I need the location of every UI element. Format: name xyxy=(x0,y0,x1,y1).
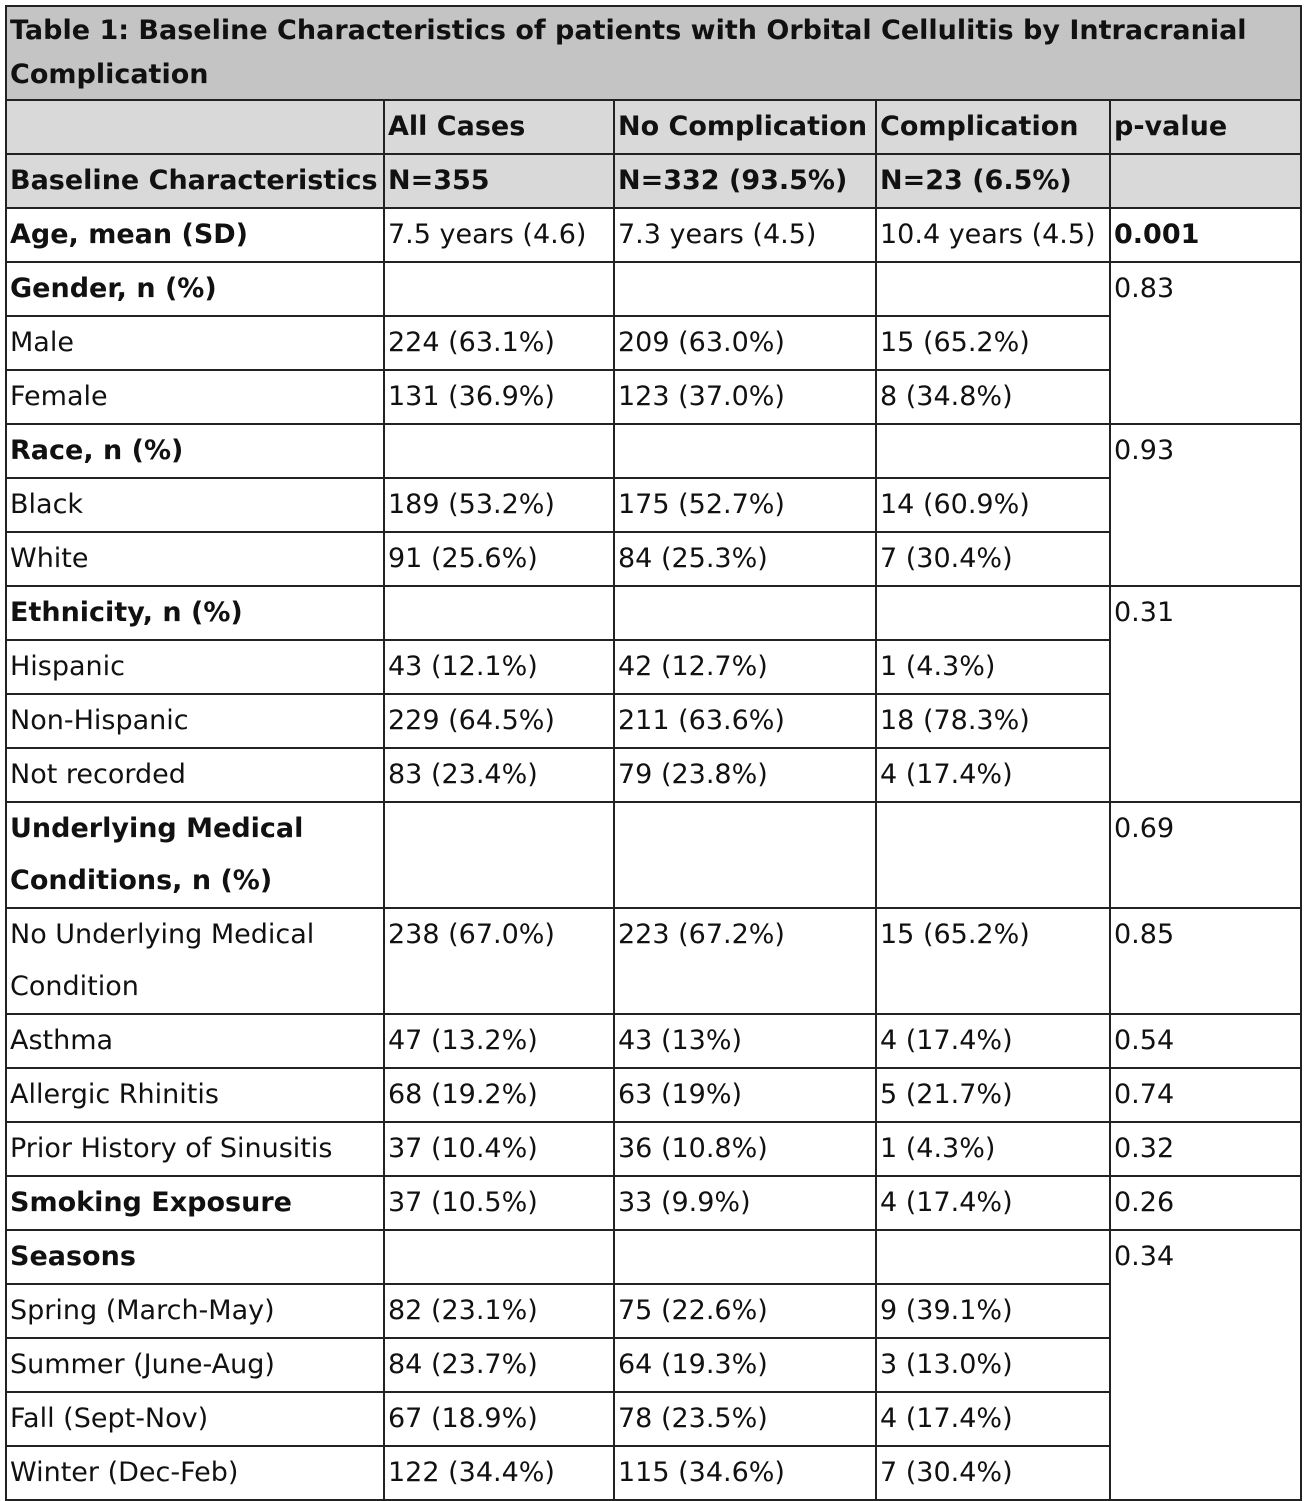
cell-all-cases: 47 (13.2%) xyxy=(384,1014,614,1068)
cell-no-complication: 223 (67.2%) xyxy=(614,908,876,1014)
cell-all-cases: 7.5 years (4.6) xyxy=(384,208,614,262)
cell-complication: 4 (17.4%) xyxy=(876,748,1110,802)
cell-empty xyxy=(614,262,876,316)
table-row xyxy=(6,748,1301,802)
cell-p-value: 0.83 xyxy=(1110,262,1301,424)
cell-all-cases: 83 (23.4%) xyxy=(384,748,614,802)
table-row xyxy=(6,908,1301,1014)
cell-no-complication: 84 (25.3%) xyxy=(614,532,876,586)
cell-empty xyxy=(614,586,876,640)
table-row xyxy=(6,262,1301,316)
section-label: Underlying Medical Conditions, n (%) xyxy=(6,802,384,908)
cell-all-cases: 68 (19.2%) xyxy=(384,1068,614,1122)
cell-all-cases: 224 (63.1%) xyxy=(384,316,614,370)
cell-complication: 7 (30.4%) xyxy=(876,532,1110,586)
cell-complication: 5 (21.7%) xyxy=(876,1068,1110,1122)
table-row xyxy=(6,532,1301,586)
cell-complication: 8 (34.8%) xyxy=(876,370,1110,424)
baseline-characteristics-table-container xyxy=(5,5,1300,1501)
n-all-cases: N=355 xyxy=(384,154,614,208)
cell-all-cases: 238 (67.0%) xyxy=(384,908,614,1014)
cell-p-value: 0.26 xyxy=(1110,1176,1301,1230)
cell-empty xyxy=(614,802,876,908)
cell-no-complication: 211 (63.6%) xyxy=(614,694,876,748)
column-header-blank xyxy=(6,100,384,154)
table-row xyxy=(6,1230,1301,1284)
baseline-characteristics-table xyxy=(5,5,1302,1501)
cell-p-value: 0.31 xyxy=(1110,586,1301,802)
table-row xyxy=(6,424,1301,478)
cell-no-complication: 79 (23.8%) xyxy=(614,748,876,802)
cell-complication: 18 (78.3%) xyxy=(876,694,1110,748)
cell-p-value: 0.69 xyxy=(1110,802,1301,908)
baseline-characteristics-label: Baseline Characteristics xyxy=(6,154,384,208)
cell-complication: 1 (4.3%) xyxy=(876,640,1110,694)
table-title: Table 1: Baseline Characteristics of patients with Orbital Cellulitis by Intracranial Complication xyxy=(6,6,1301,100)
cell-p-value: 0.34 xyxy=(1110,1230,1301,1500)
cell-p-value: 0.32 xyxy=(1110,1122,1301,1176)
table-row xyxy=(6,586,1301,640)
row-label: Hispanic xyxy=(6,640,384,694)
cell-empty xyxy=(384,1230,614,1284)
column-header-row xyxy=(6,100,1301,154)
cell-all-cases: 122 (34.4%) xyxy=(384,1446,614,1500)
row-label: Male xyxy=(6,316,384,370)
cell-no-complication: 175 (52.7%) xyxy=(614,478,876,532)
cell-complication: 10.4 years (4.5) xyxy=(876,208,1110,262)
table-row xyxy=(6,694,1301,748)
row-label: White xyxy=(6,532,384,586)
row-label: Smoking Exposure xyxy=(6,1176,384,1230)
row-label: Female xyxy=(6,370,384,424)
cell-empty xyxy=(876,262,1110,316)
cell-complication: 1 (4.3%) xyxy=(876,1122,1110,1176)
cell-complication: 15 (65.2%) xyxy=(876,908,1110,1014)
column-header-no-complication: No Complication xyxy=(614,100,876,154)
table-row xyxy=(6,1068,1301,1122)
table-row xyxy=(6,1014,1301,1068)
cell-empty xyxy=(614,424,876,478)
cell-empty xyxy=(876,424,1110,478)
row-label: No Underlying Medical Condition xyxy=(6,908,384,1014)
section-label: Seasons xyxy=(6,1230,384,1284)
table-title-row xyxy=(6,6,1301,100)
column-header-p-value: p-value xyxy=(1110,100,1301,154)
table-row xyxy=(6,208,1301,262)
table-row xyxy=(6,370,1301,424)
n-no-complication: N=332 (93.5%) xyxy=(614,154,876,208)
table-row xyxy=(6,316,1301,370)
cell-all-cases: 84 (23.7%) xyxy=(384,1338,614,1392)
section-label: Gender, n (%) xyxy=(6,262,384,316)
row-label: Prior History of Sinusitis xyxy=(6,1122,384,1176)
cell-no-complication: 78 (23.5%) xyxy=(614,1392,876,1446)
cell-all-cases: 91 (25.6%) xyxy=(384,532,614,586)
cell-p-value: 0.001 xyxy=(1110,208,1301,262)
cell-no-complication: 36 (10.8%) xyxy=(614,1122,876,1176)
cell-no-complication: 7.3 years (4.5) xyxy=(614,208,876,262)
section-label: Race, n (%) xyxy=(6,424,384,478)
cell-p-value: 0.93 xyxy=(1110,424,1301,586)
cell-no-complication: 33 (9.9%) xyxy=(614,1176,876,1230)
cell-p-value: 0.54 xyxy=(1110,1014,1301,1068)
cell-all-cases: 43 (12.1%) xyxy=(384,640,614,694)
cell-all-cases: 37 (10.5%) xyxy=(384,1176,614,1230)
row-label: Black xyxy=(6,478,384,532)
table-row xyxy=(6,1122,1301,1176)
column-header-complication: Complication xyxy=(876,100,1110,154)
n-complication: N=23 (6.5%) xyxy=(876,154,1110,208)
cell-empty xyxy=(384,262,614,316)
row-label: Allergic Rhinitis xyxy=(6,1068,384,1122)
cell-no-complication: 64 (19.3%) xyxy=(614,1338,876,1392)
cell-empty xyxy=(876,1230,1110,1284)
table-row xyxy=(6,1446,1301,1500)
table-row xyxy=(6,1338,1301,1392)
cell-all-cases: 131 (36.9%) xyxy=(384,370,614,424)
cell-complication: 4 (17.4%) xyxy=(876,1014,1110,1068)
cell-all-cases: 67 (18.9%) xyxy=(384,1392,614,1446)
row-label: Not recorded xyxy=(6,748,384,802)
cell-no-complication: 63 (19%) xyxy=(614,1068,876,1122)
table-row xyxy=(6,1392,1301,1446)
row-label: Spring (March-May) xyxy=(6,1284,384,1338)
row-label: Asthma xyxy=(6,1014,384,1068)
cell-complication: 9 (39.1%) xyxy=(876,1284,1110,1338)
row-label: Age, mean (SD) xyxy=(6,208,384,262)
table-row xyxy=(6,802,1301,908)
cell-empty xyxy=(876,586,1110,640)
table-row xyxy=(6,640,1301,694)
cell-empty xyxy=(614,1230,876,1284)
cell-all-cases: 229 (64.5%) xyxy=(384,694,614,748)
cell-no-complication: 209 (63.0%) xyxy=(614,316,876,370)
row-label: Fall (Sept-Nov) xyxy=(6,1392,384,1446)
cell-complication: 4 (17.4%) xyxy=(876,1176,1110,1230)
cell-no-complication: 42 (12.7%) xyxy=(614,640,876,694)
cell-no-complication: 75 (22.6%) xyxy=(614,1284,876,1338)
n-count-header-row xyxy=(6,154,1301,208)
cell-complication: 15 (65.2%) xyxy=(876,316,1110,370)
cell-empty xyxy=(384,586,614,640)
section-label: Ethnicity, n (%) xyxy=(6,586,384,640)
column-header-all-cases: All Cases xyxy=(384,100,614,154)
table-row xyxy=(6,1176,1301,1230)
row-label: Winter (Dec-Feb) xyxy=(6,1446,384,1500)
cell-complication: 3 (13.0%) xyxy=(876,1338,1110,1392)
cell-no-complication: 123 (37.0%) xyxy=(614,370,876,424)
row-label: Non-Hispanic xyxy=(6,694,384,748)
cell-complication: 4 (17.4%) xyxy=(876,1392,1110,1446)
table-row xyxy=(6,478,1301,532)
cell-complication: 7 (30.4%) xyxy=(876,1446,1110,1500)
cell-no-complication: 43 (13%) xyxy=(614,1014,876,1068)
cell-all-cases: 37 (10.4%) xyxy=(384,1122,614,1176)
cell-no-complication: 115 (34.6%) xyxy=(614,1446,876,1500)
cell-empty xyxy=(876,802,1110,908)
table-row xyxy=(6,1284,1301,1338)
cell-p-value: 0.85 xyxy=(1110,908,1301,1014)
cell-empty xyxy=(384,424,614,478)
cell-p-value: 0.74 xyxy=(1110,1068,1301,1122)
cell-complication: 14 (60.9%) xyxy=(876,478,1110,532)
cell-all-cases: 189 (53.2%) xyxy=(384,478,614,532)
row-label: Summer (June-Aug) xyxy=(6,1338,384,1392)
cell-empty xyxy=(384,802,614,908)
cell-all-cases: 82 (23.1%) xyxy=(384,1284,614,1338)
n-p-value-blank xyxy=(1110,154,1301,208)
